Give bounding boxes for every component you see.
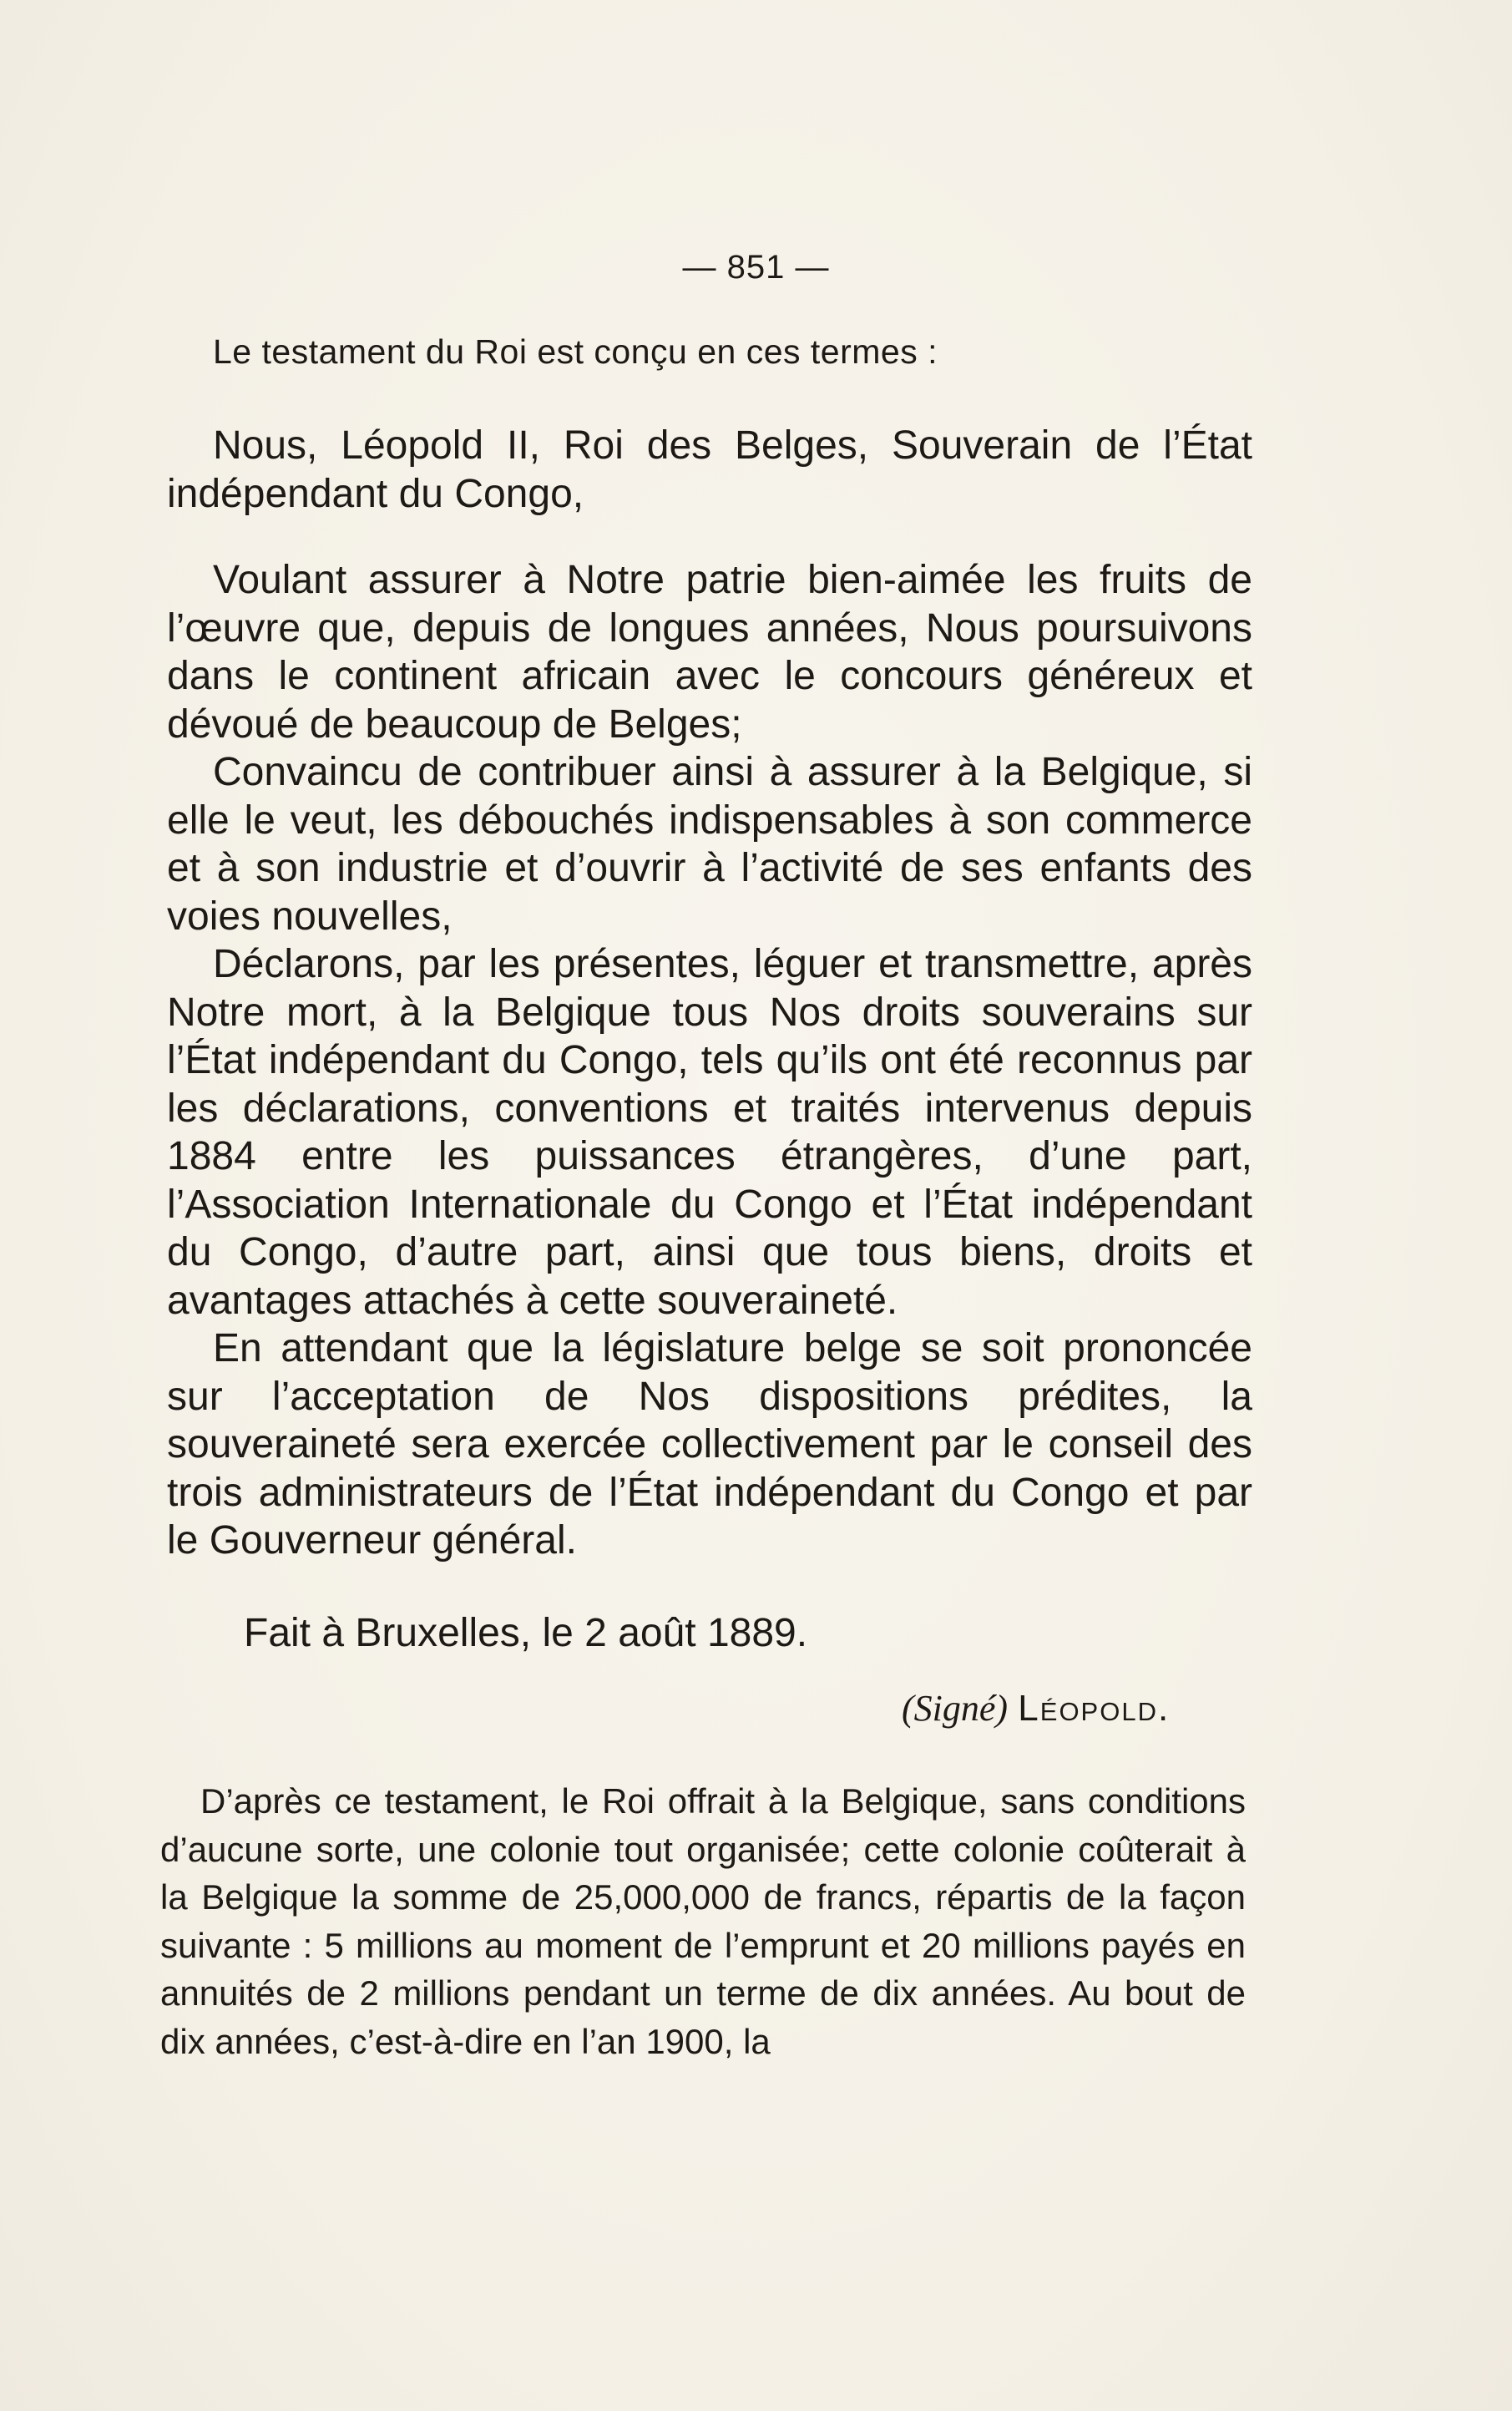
testament-address: Nous, Léopold II, Roi des Belges, Souverain de l’État indépendant du Congo, bbox=[167, 423, 1252, 516]
commentary-block bbox=[160, 1777, 1246, 2065]
testament-paragraph: En attendant que la législature belge se soit prononcée sur l’acceptation de Nos dispositions prédites, la souveraineté sera exercée collectivement par le conseil des trois administrateurs de l’État indépendant du Congo et par le Gouverneur général. bbox=[167, 1326, 1252, 1563]
testament-paragraph: Déclarons, par les présentes, léguer et transmettre, après Notre mort, à la Belgique tous Nos droits souverains sur l’État indépendant du Congo, tels qu’ils ont été reconnus par les déclarations, conventions et traités intervenus depuis 1884 entre les puissances étrangères, d’une part, l’Association Internationale du Congo et l’État indépendant du Congo, d’autre part, ainsi que tous biens, droits et avantages attachés à cette souveraineté. bbox=[167, 942, 1252, 1323]
testament-header bbox=[167, 422, 1252, 518]
testament-paragraph: Convaincu de contribuer ainsi à assurer à la Belgique, si elle le veut, les débouchés indispensables à son commerce et à son industrie et d’ouvrir à l’activité de ses enfants des voies nouvelles, bbox=[167, 750, 1252, 939]
signatory-name: Léopold. bbox=[1018, 1688, 1171, 1729]
page-number: — 851 — bbox=[682, 249, 830, 286]
signed-note: (Signé) bbox=[902, 1688, 1009, 1729]
intro-line: Le testament du Roi est conçu en ces termes : bbox=[213, 332, 938, 371]
testament-paragraph: Voulant assurer à Notre patrie bien-aimée les fruits de l’œuvre que, depuis de longues années, Nous poursuivons dans le continent africain avec le concours généreux et dévoué de beaucoup de Belges; bbox=[167, 558, 1252, 747]
commentary-paragraph: D’après ce testament, le Roi offrait à la Belgique, sans conditions d’aucune sorte, une colonie tout organisée; cette colonie coûterait à la Belgique la somme de 25,000,000 de francs, répartis de la façon suivante : 5 millions au moment de l’emprunt et 20 millions payés en annuités de 2 millions pendant un terme de dix années. Au bout de dix années, c’est-à-dire en l’an 1900, la bbox=[160, 1781, 1246, 2061]
dateline: Fait à Bruxelles, le 2 août 1889. bbox=[244, 1611, 808, 1655]
testament-body bbox=[167, 556, 1252, 1565]
signature bbox=[902, 1687, 1170, 1730]
